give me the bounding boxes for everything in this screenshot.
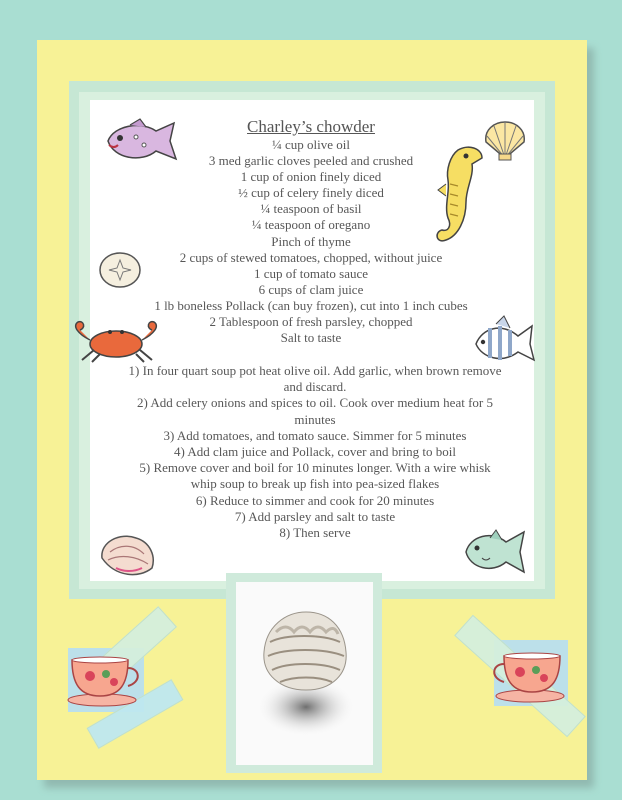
step: 1) In four quart soup pot heat olive oil. Add garlic, when brown remove and discard. — [128, 363, 502, 395]
fish-icon — [100, 117, 180, 165]
step: 3) Add tomatoes, and tomato sauce. Simmer for 5 minutes — [163, 427, 467, 443]
ingredient: Pinch of thyme — [271, 234, 351, 249]
ingredient: 3 med garlic cloves peeled and crushed — [208, 153, 414, 168]
step: 8) Then serve — [279, 525, 351, 541]
ingredient: 2 Tablespoon of fresh parsley, chopped — [209, 314, 413, 329]
step: 4) Add clam juice and Pollack, cover and bring to boil — [174, 444, 456, 460]
ingredient: 2 cups of stewed tomatoes, chopped, without juice — [179, 250, 443, 265]
teacup-icon — [484, 646, 570, 704]
sand-dollar-icon — [97, 250, 143, 290]
angelfish-icon — [466, 314, 538, 372]
ingredient: 1 cup of tomato sauce — [253, 266, 369, 281]
step: 7) Add parsley and salt to taste — [234, 508, 396, 524]
recipe-title: Charley’s chowder — [247, 117, 375, 136]
ingredient: ¼ cup olive oil — [272, 137, 350, 152]
seahorse-icon — [428, 140, 490, 252]
ingredient: 1 cup of onion finely diced — [240, 169, 382, 184]
ingredient: ½ cup of celery finely diced — [238, 185, 384, 200]
teacup-icon — [62, 650, 148, 708]
seashell-photo — [236, 582, 373, 765]
ingredient: ¼ teaspoon of oregano — [251, 217, 371, 232]
ingredient: ¼ teaspoon of basil — [260, 201, 362, 216]
green-fish-icon — [460, 524, 530, 580]
instruction-list — [125, 363, 505, 541]
ingredient: Salt to taste — [280, 330, 342, 345]
crab-icon — [64, 318, 168, 364]
step: 6) Reduce to simmer and cook for 20 minutes — [195, 492, 435, 508]
ingredient: 6 cups of clam juice — [258, 282, 364, 297]
step: 2) Add celery onions and spices to oil. Cook over medium heat for 5 minutes — [137, 395, 493, 427]
step: 5) Remove cover and boil for 10 minutes longer. With a wire whisk whip soup to break up fish into pea-sized flakes — [139, 460, 491, 492]
giant-clam-icon — [236, 582, 373, 765]
conch-shell-icon — [96, 528, 160, 582]
ingredient: 1 lb boneless Pollack (can buy frozen), cut into 1 inch cubes — [154, 298, 468, 313]
